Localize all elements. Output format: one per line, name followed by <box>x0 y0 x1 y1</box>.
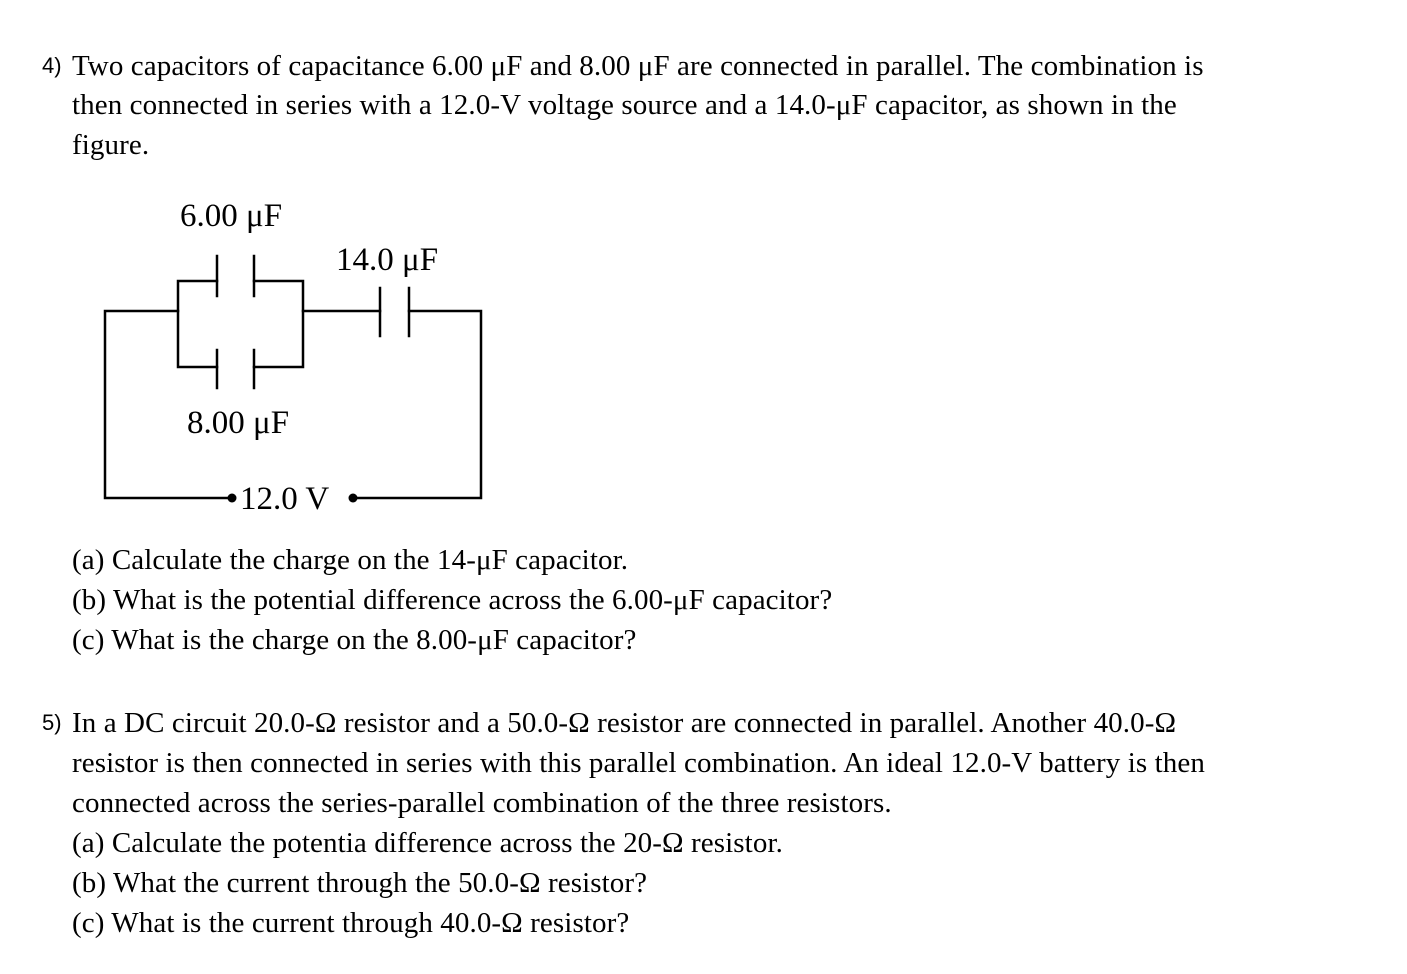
source-terminal-right <box>349 494 358 503</box>
problem-5-number: 5) <box>42 710 62 735</box>
label-voltage-source: 12.0 V <box>240 481 330 517</box>
problem-5-text-line-2: resistor is then connected in series with this parallel combination. An ideal 12.0-V battery is then <box>72 747 1205 779</box>
parallel-left-wire <box>178 281 217 367</box>
problem-4-text-line-1: Two capacitors of capacitance 6.00 μF and 8.00 μF are connected in parallel. The combination is <box>72 50 1204 82</box>
problem-4-text-line-2: then connected in series with a 12.0-V voltage source and a 14.0-μF capacitor, as shown in the <box>72 89 1177 121</box>
problem-4-question-b: (b) What is the potential difference across the 6.00-μF capacitor? <box>72 584 833 616</box>
problem-5-text-line-1: In a DC circuit 20.0-Ω resistor and a 50.0-Ω resistor are connected in parallel. Another 40.0-Ω <box>72 707 1177 739</box>
source-terminal-left <box>228 494 237 503</box>
label-capacitor-8uF: 8.00 μF <box>187 405 290 441</box>
problem-5-question-a: (a) Calculate the potentia difference across the 20-Ω resistor. <box>72 827 783 859</box>
problem-4-question-c: (c) What is the charge on the 8.00-μF capacitor? <box>72 624 637 656</box>
problem-5-question-c: (c) What is the current through 40.0-Ω resistor? <box>72 907 630 939</box>
problem-5-text-line-3: connected across the series-parallel combination of the three resistors. <box>72 787 892 819</box>
right-wire <box>355 311 481 498</box>
problem-4-question-a: (a) Calculate the charge on the 14-μF capacitor. <box>72 544 629 576</box>
label-capacitor-6uF: 6.00 μF <box>180 198 283 234</box>
parallel-right-wire <box>254 281 303 367</box>
problem-4-number: 4) <box>42 53 62 78</box>
problem-5-question-b: (b) What the current through the 50.0-Ω resistor? <box>72 867 648 899</box>
label-capacitor-14uF: 14.0 μF <box>336 242 439 278</box>
problem-4-text-line-3: figure. <box>72 129 150 161</box>
